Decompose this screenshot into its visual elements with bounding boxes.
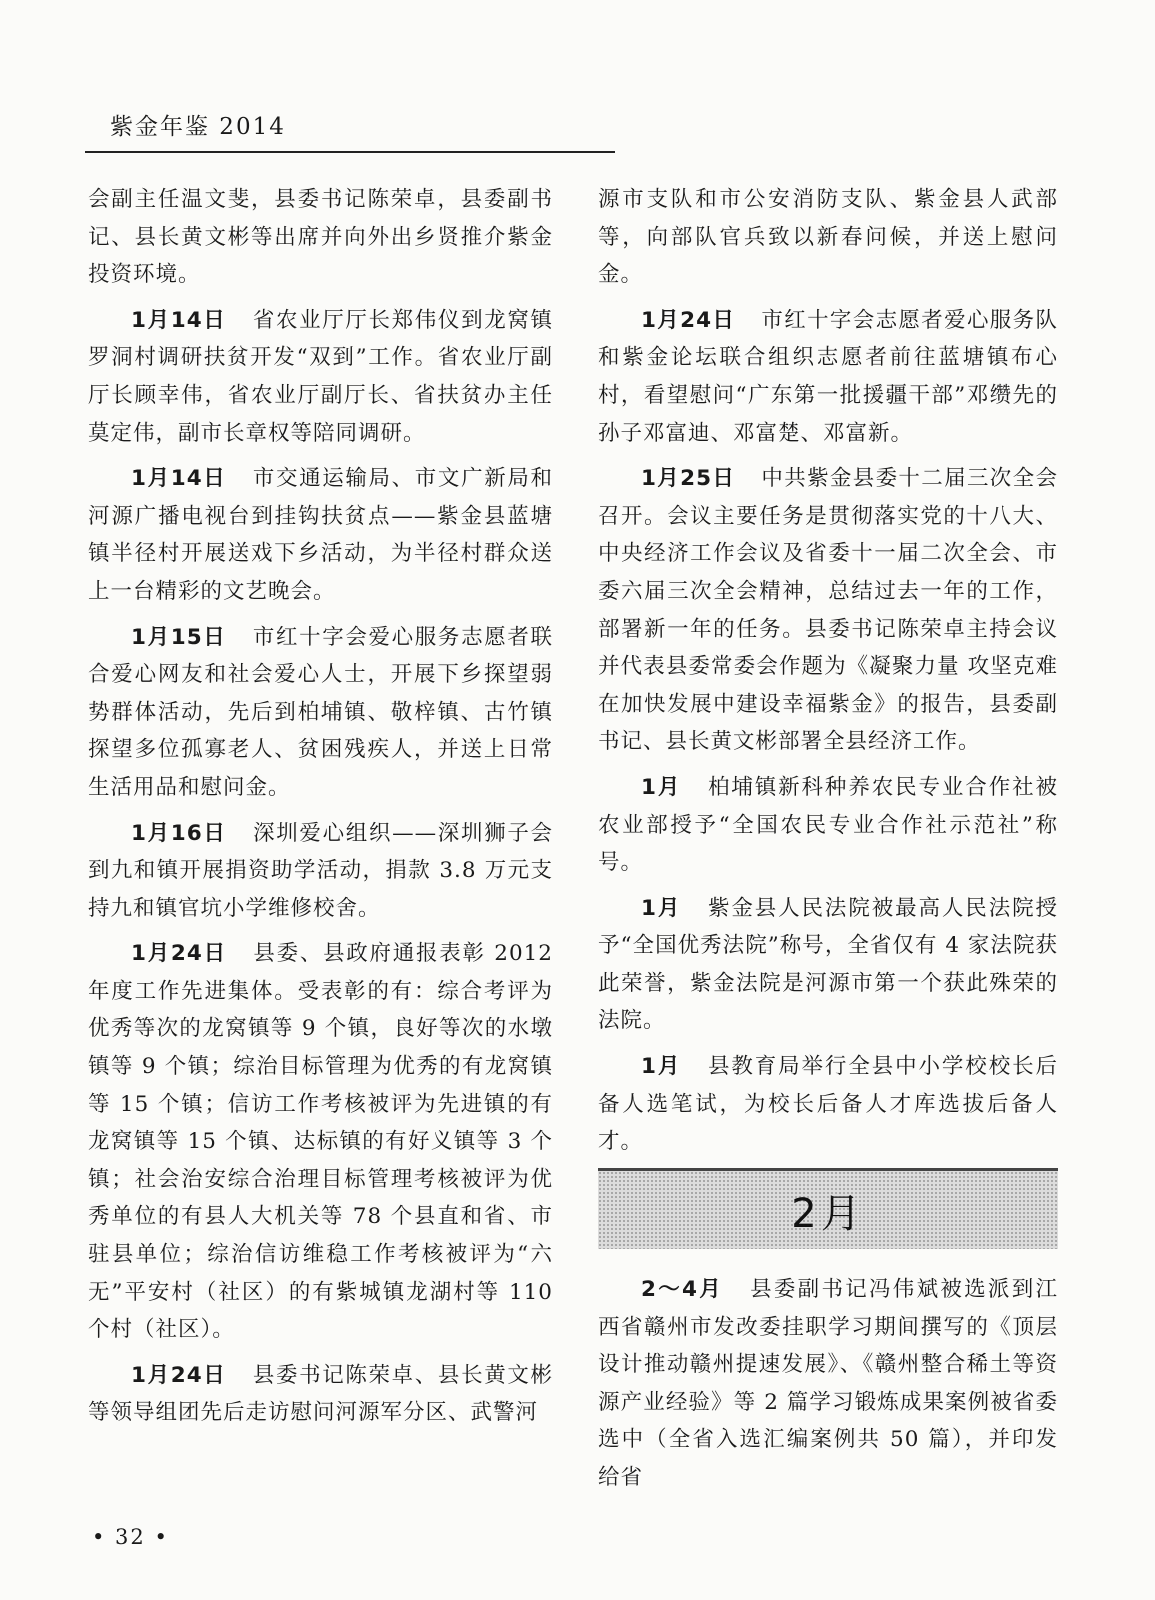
paragraph xyxy=(598,302,1058,452)
paragraph xyxy=(88,181,553,294)
paragraph-text: 紫金县人民法院被最高人民法院授予“全国优秀法院”称号，全省仅有 4 家法院获此荣誉，紫金法院是河源市第一个获此殊荣的法院。 xyxy=(598,895,1058,1034)
paragraph xyxy=(598,890,1058,1040)
paragraph xyxy=(88,460,553,610)
paragraph-text: 市交通运输局、市文广新局和河源广播电视台到挂钩扶贫点——紫金县蓝塘镇半径村开展送戏下乡活动，为半径村群众送上一台精彩的文艺晚会。 xyxy=(88,466,553,604)
paragraph-text: 柏埔镇新科种养农民专业合作社被农业部授予“全国农民专业合作社示范社”称号。 xyxy=(598,774,1058,876)
paragraph xyxy=(598,1048,1058,1161)
entry-date: 1月 xyxy=(641,1054,682,1080)
month-section-banner xyxy=(598,1168,1058,1249)
paragraph xyxy=(88,935,553,1349)
entry-date: 1月 xyxy=(641,895,682,921)
paragraph xyxy=(88,302,553,452)
paragraph xyxy=(88,619,553,807)
header-rule xyxy=(85,151,615,153)
running-header: 紫金年鉴 2014 xyxy=(110,114,286,140)
paragraph xyxy=(598,181,1058,294)
paragraph-text: 中共紫金县委十二届三次全会召开。会议主要任务是贯彻落实党的十八大、中央经济工作会议及省委十一届二次全会、市委六届三次全会精神，总结过去一年的工作，部署新一年的任务。县委书记陈荣卓主持会议并代表县委常委会作题为《凝聚力量 攻坚克难 在加快发展中建设幸福紫金》的报告，县委副书记、县长黄文彬部署全县经济工作。 xyxy=(598,466,1058,755)
paragraph-text: 市红十字会志愿者爱心服务队和紫金论坛联合组织志愿者前往蓝塘镇布心村，看望慰问“广东第一批援疆干部”邓缵先的孙子邓富迪、邓富楚、邓富新。 xyxy=(598,307,1058,446)
paragraph-text: 县委书记陈荣卓、县长黄文彬等领导组团先后走访慰问河源军分区、武警河 xyxy=(88,1362,553,1426)
entry-date: 2～4月 xyxy=(641,1277,724,1302)
left-column xyxy=(88,181,553,1440)
paragraph xyxy=(598,460,1058,761)
right-column xyxy=(598,181,1058,1169)
entry-date: 1月 xyxy=(641,774,682,800)
paragraph-text: 源市支队和市公安消防支队、紫金县人武部等，向部队官兵致以新春问候，并送上慰问金。 xyxy=(598,187,1058,288)
paragraph-text: 县委、县政府通报表彰 2012 年度工作先进集体。受表彰的有：综合考评为优秀等次的龙窝镇等 9 个镇，良好等次的水墩镇等 9 个镇；综治目标管理为优秀的有龙窝镇等 15 个镇；信访工作考核被评为先进镇的有龙窝镇等 15 个镇、达标镇的有好义镇等 3 个镇；社会治安综合治理目标管理考核被评为优秀单位的有县人大机关等 78 个县直和省、市驻县单位；综治信访维稳工作考核被评为“六无”平安村（社区）的有紫城镇龙湖村等 110 个村（社区）。 xyxy=(88,941,553,1343)
paragraph-text: 省农业厅厅长郑伟仪到龙窝镇罗洞村调研扶贫开发“双到”工作。省农业厅副厅长顾幸伟，省农业厅副厅长、省扶贫办主任莫定伟，副市长章权等陪同调研。 xyxy=(88,307,553,446)
paragraph xyxy=(88,815,553,928)
page-number: • 32 • xyxy=(92,1525,169,1549)
entry-date: 1月14日 xyxy=(131,466,227,492)
paragraph-text: 县教育局举行全县中小学校校长后备人选笔试，为校长后备人才库选拔后备人才。 xyxy=(598,1054,1058,1155)
paragraph xyxy=(598,769,1058,882)
entry-date: 1月15日 xyxy=(131,624,227,650)
entry-date: 1月16日 xyxy=(131,820,227,846)
paragraph-text: 会副主任温文斐，县委书记陈荣卓，县委副书记、县长黄文彬等出席并向外出乡贤推介紫金投资环境。 xyxy=(88,187,553,288)
entry-date: 1月25日 xyxy=(641,466,736,492)
paragraph xyxy=(598,1271,1058,1497)
february-column xyxy=(598,1271,1058,1497)
entry-date: 1月14日 xyxy=(131,307,227,333)
month-section-title: 2月 xyxy=(791,1190,865,1237)
entry-date: 1月24日 xyxy=(641,307,736,333)
paragraph-text: 县委副书记冯伟斌被选派到江西省赣州市发改委挂职学习期间撰写的《顶层设计推动赣州提速发展》、《赣州整合稀土等资源产业经验》等 2 篇学习锻炼成果案例被省委选中（全省入选汇编案例共 50 篇），并印发给省 xyxy=(598,1277,1058,1490)
entry-date: 1月24日 xyxy=(131,941,227,967)
entry-date: 1月24日 xyxy=(131,1362,227,1388)
paragraph-text: 市红十字会爱心服务志愿者联合爱心网友和社会爱心人士，开展下乡探望弱势群体活动，先后到柏埔镇、敬梓镇、古竹镇探望多位孤寡老人、贫困残疾人，并送上日常生活用品和慰问金。 xyxy=(88,624,553,800)
paragraph xyxy=(88,1357,553,1432)
paragraph-text: 深圳爱心组织——深圳狮子会到九和镇开展捐资助学活动，捐款 3.8 万元支持九和镇官坑小学维修校舍。 xyxy=(88,820,553,921)
